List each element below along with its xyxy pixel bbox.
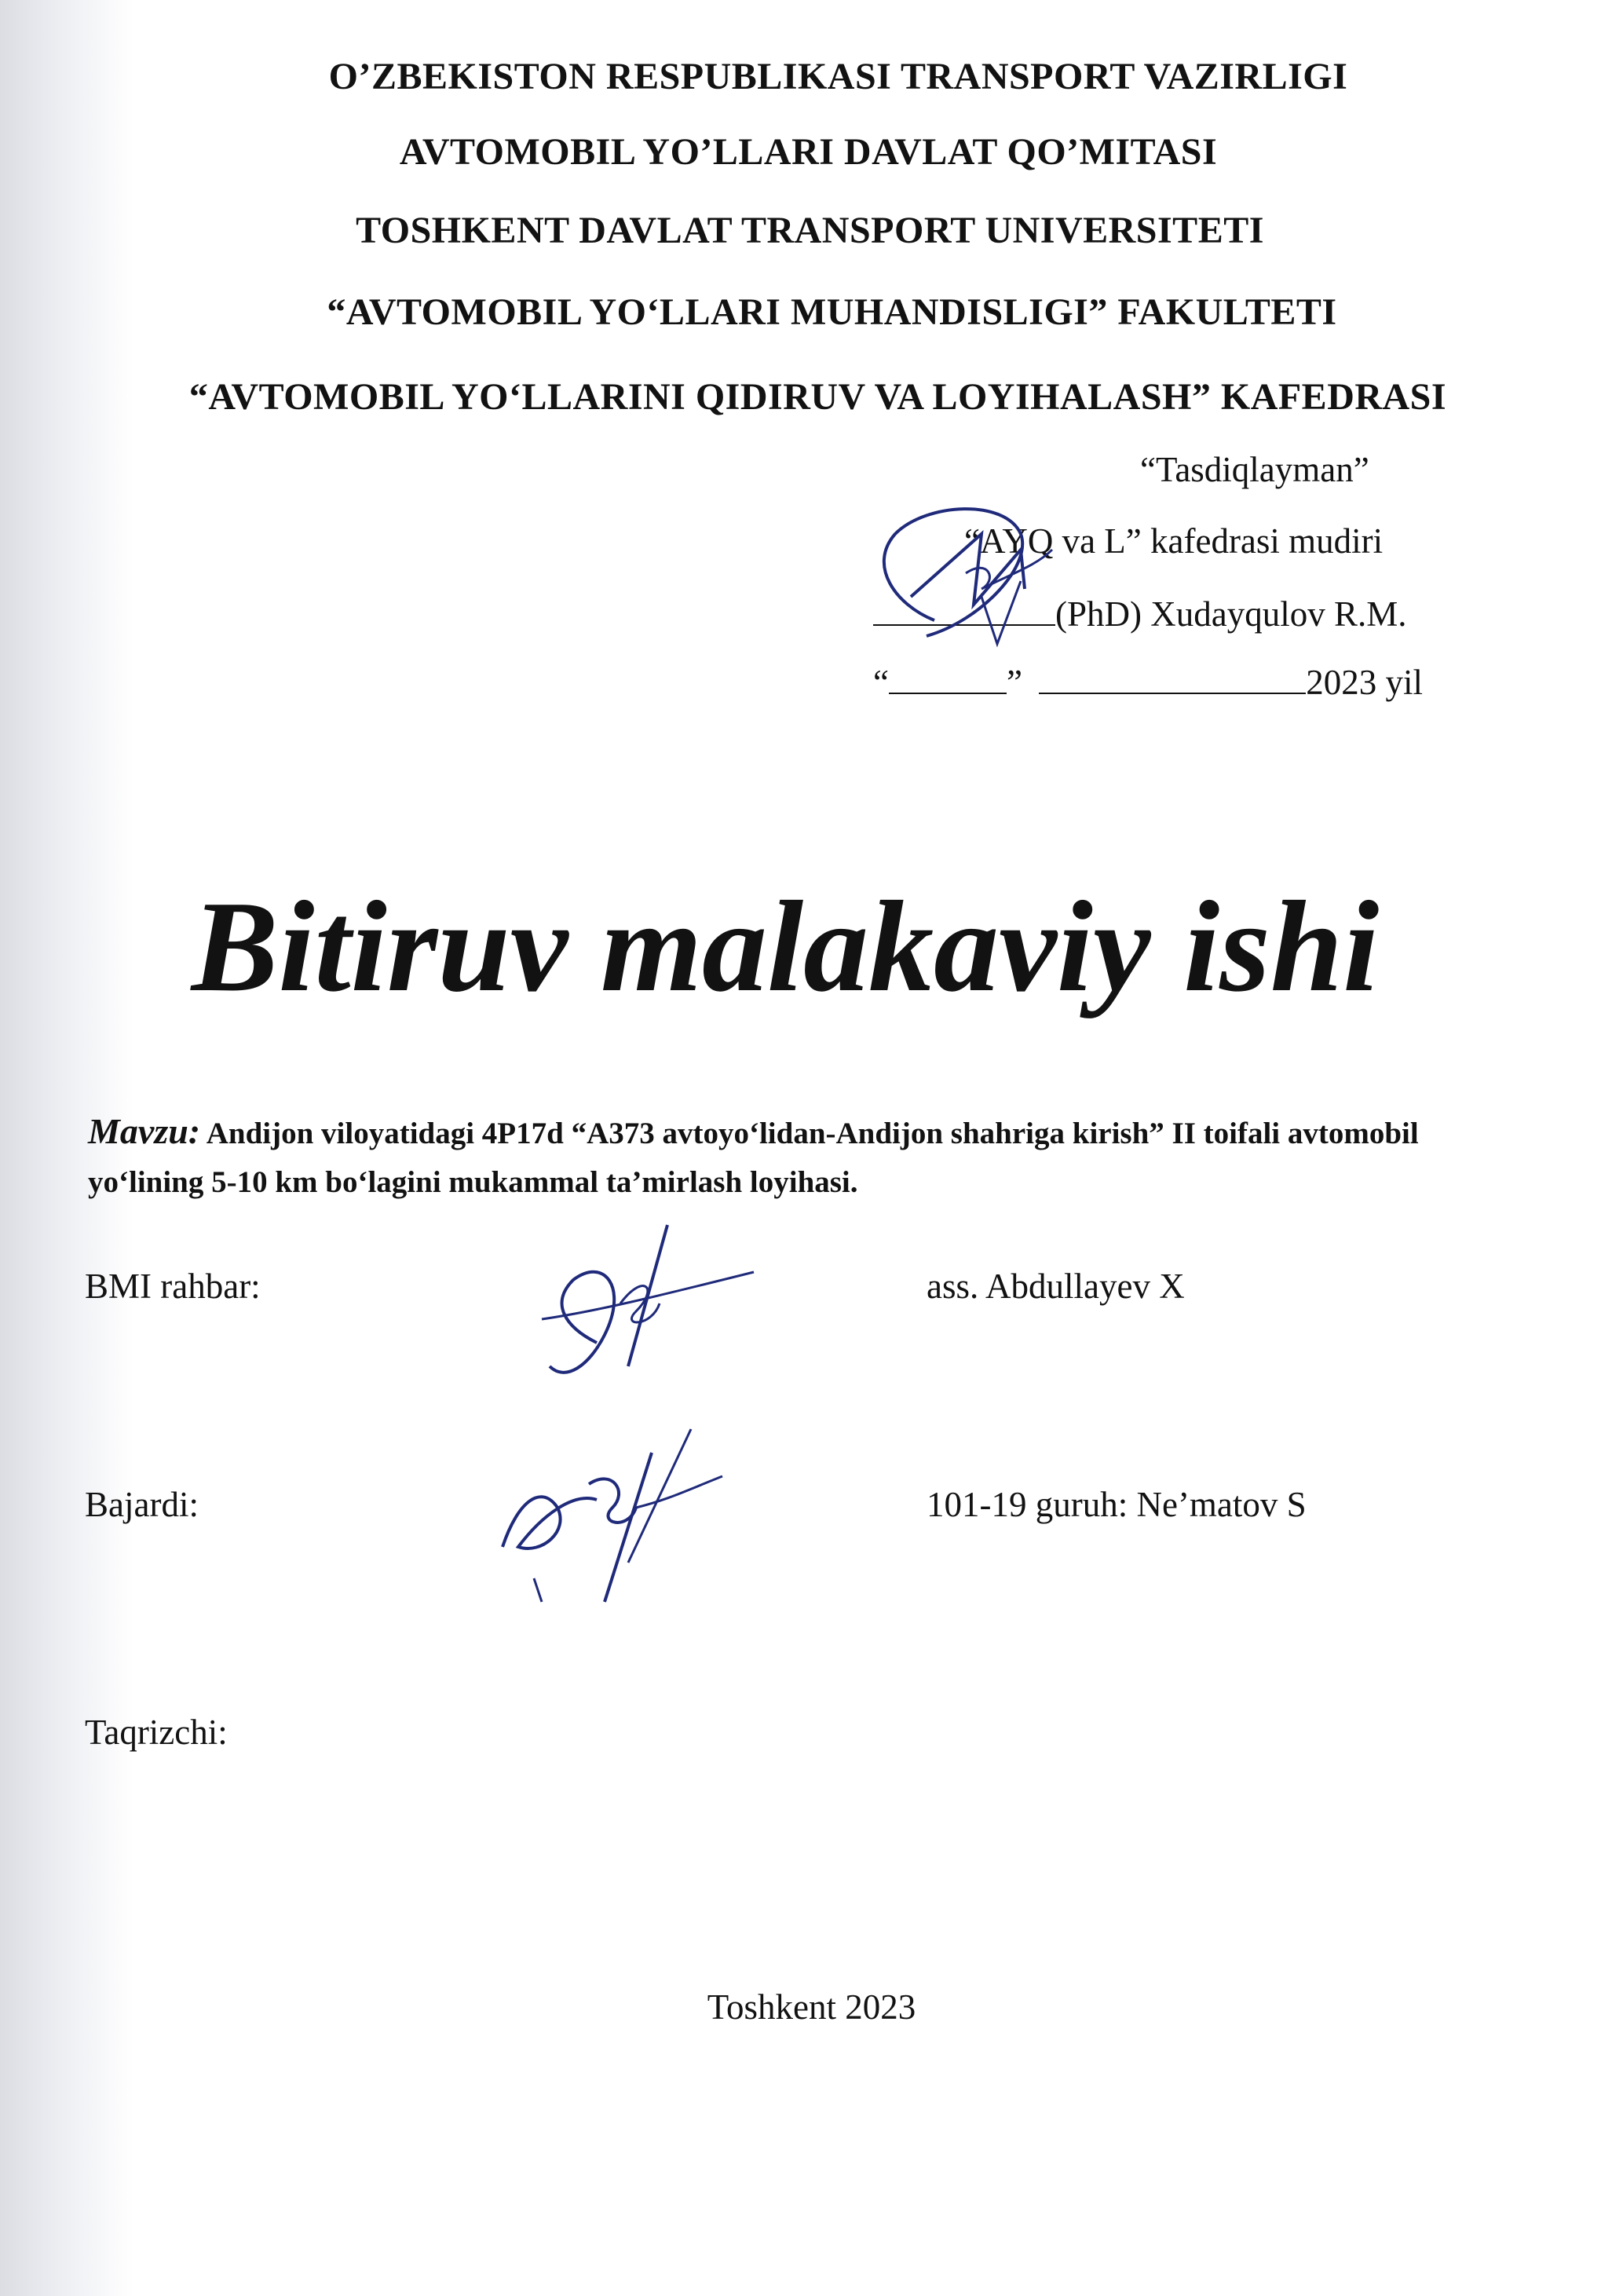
date-open-quote: “ <box>873 663 889 702</box>
committee-name: AVTOMOBIL YO’LLARI DAVLAT QO’MITASI <box>399 131 1218 173</box>
topic-label: Mavzu: <box>88 1111 201 1151</box>
place-and-year: Toshkent 2023 <box>707 1987 916 2027</box>
department-name: “AVTOMOBIL YO‘LLARINI QIDIRUV VA LOYIHALASH” KAFEDRASI <box>188 376 1447 418</box>
supervisor-signature <box>534 1209 769 1390</box>
date-close-quote: ” <box>1006 663 1022 702</box>
approval-heading: “Tasdiqlayman” <box>1140 450 1369 489</box>
performer-label: Bajardi: <box>85 1485 199 1524</box>
topic-block <box>88 1107 1486 1207</box>
document-title: Bitiruv malakaviy ishi <box>191 874 1380 1018</box>
faculty-name: “AVTOMOBIL YO‘LLARI MUHANDISLIGI” FAKULTETI <box>327 291 1337 333</box>
reviewer-label: Taqrizchi: <box>85 1713 228 1752</box>
head-of-department-signature <box>864 503 1084 660</box>
supervisor-label: BMI rahbar: <box>85 1267 261 1306</box>
approval-name: (PhD) Xudayqulov R.M. <box>1055 594 1407 634</box>
supervisor-name: ass. Abdullayev X <box>927 1267 1185 1306</box>
performer-signature <box>495 1421 746 1610</box>
month-blank <box>1039 661 1306 694</box>
topic-text: Andijon viloyatidagi 4P17d “A373 avtoyo‘lidan-Andijon shahriga kirish” II toifali avtomobil yo‘lining 5-10 km bo‘lagini mukammal ta’mirlash loyihasi. <box>88 1117 1419 1199</box>
approval-year: 2023 yil <box>1306 663 1423 702</box>
approval-position: “AYQ va L” kafedrasi mudiri <box>964 521 1384 561</box>
approval-date-line <box>873 661 1423 703</box>
university-name: TOSHKENT DAVLAT TRANSPORT UNIVERSITETI <box>356 210 1264 251</box>
day-blank <box>889 661 1007 694</box>
performer-name: 101-19 guruh: Ne’matov S <box>927 1485 1307 1524</box>
ministry-name: O’ZBEKISTON RESPUBLIKASI TRANSPORT VAZIRLIGI <box>328 56 1348 97</box>
